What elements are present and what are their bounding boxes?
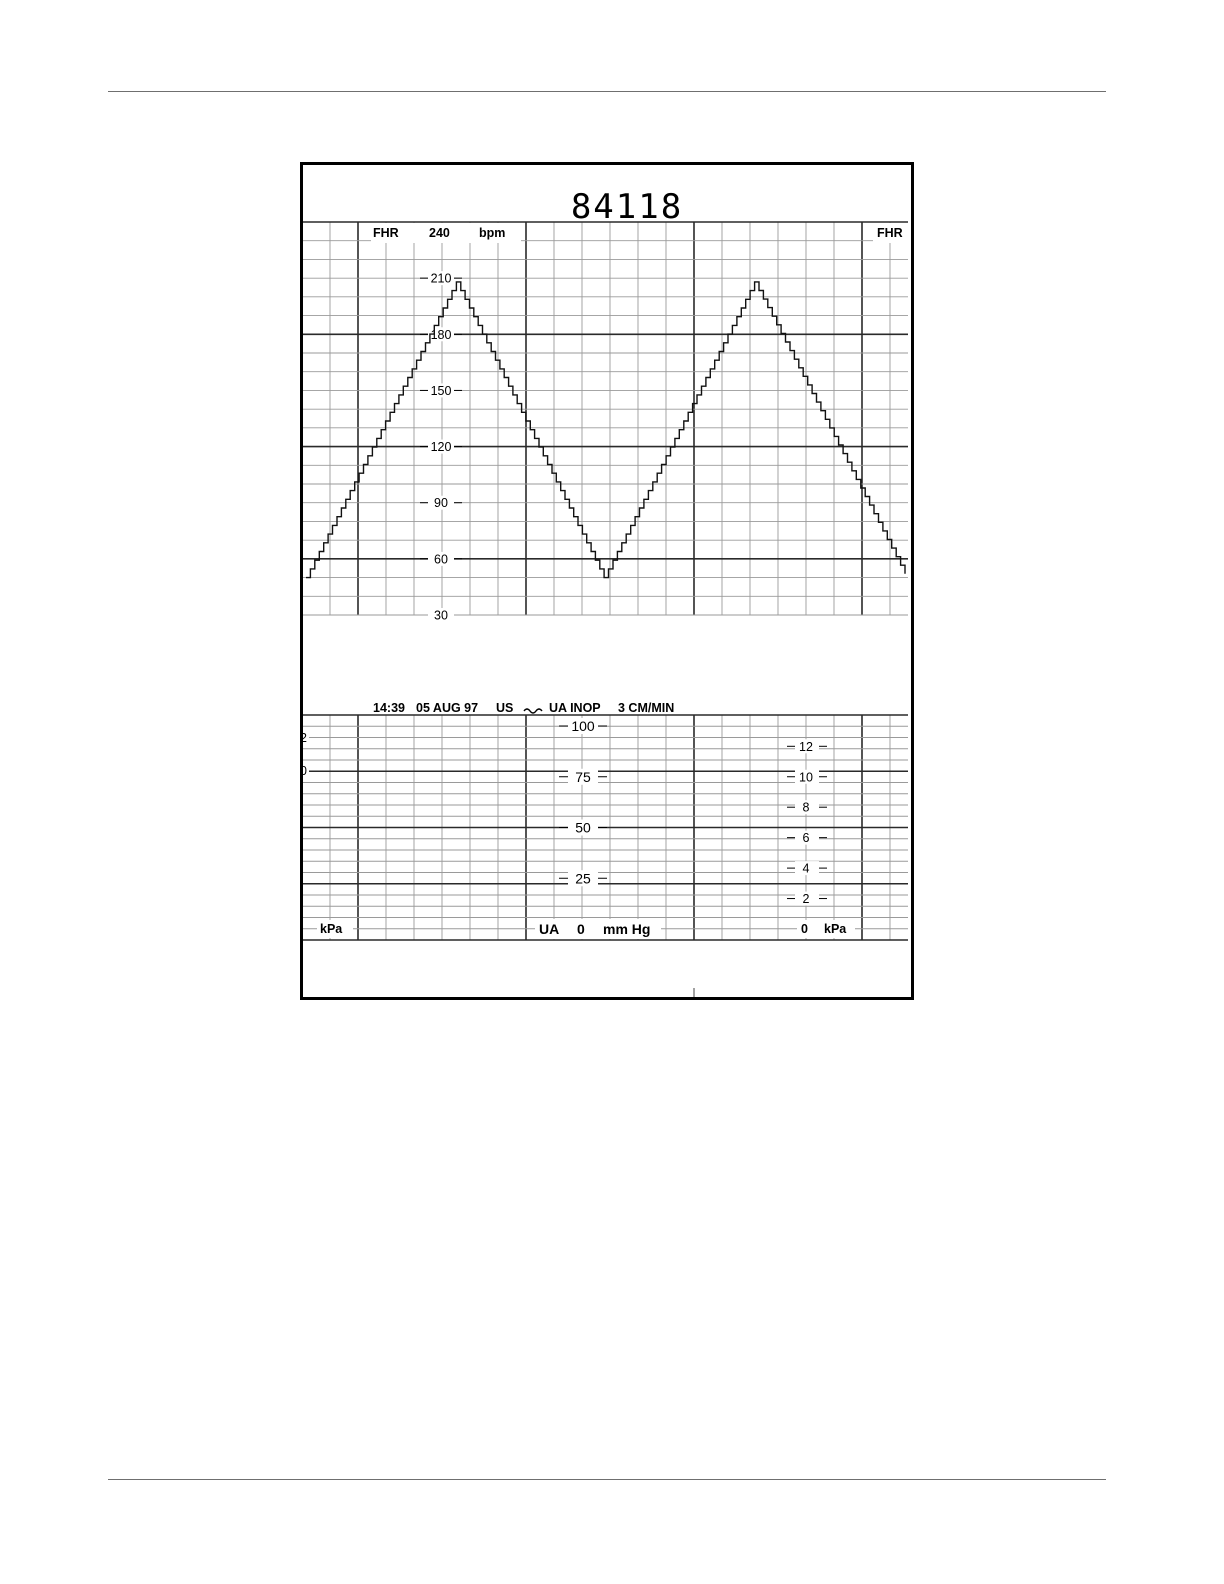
fhr-scale-label: 90 [434,496,448,511]
fetal-monitor-strip [300,165,911,997]
ua-scale-label: 50 [575,819,591,836]
fhr-scale [420,271,462,622]
fhr-scale-label: 150 [430,383,452,398]
ua-channel-label: UA [539,921,560,937]
kpa-zero-label: 0 [801,922,808,936]
kpa-scale-label: 10 [799,770,813,785]
fhr-channel-label: FHR [373,226,399,240]
fhr-scale-label: 60 [434,552,448,567]
fhr-trace-line [306,282,905,578]
status-mode: US [496,701,514,715]
kpa-left-partial-top: 2 [300,731,307,745]
fhr-trace-layer [306,282,905,578]
status-date: 05 AUG 97 [416,701,479,715]
fhr-grid [303,222,908,615]
fhr-scale-label: 120 [430,440,452,455]
kpa-scale [787,739,827,906]
status-time: 14:39 [373,701,405,715]
fhr-channel-label-right: FHR [877,226,903,240]
fhr-range-top-label: 240 [429,226,450,240]
kpa-unit-label: kPa [824,922,847,936]
kpa-scale-label: 4 [802,861,810,876]
ua-scale-label: 25 [575,870,591,887]
header-rule [108,91,1106,92]
ua-unit-label: mm Hg [603,921,651,937]
status-ua: UA INOP [549,701,601,715]
ua-scale-label: 100 [571,718,595,734]
fhr-scale-label: 30 [434,608,448,623]
fhr-unit-label: bpm [479,226,506,240]
kpa-left-partial-bottom: 0 [300,764,307,778]
kpa-scale-label: 6 [802,831,810,846]
ua-zero-label: 0 [577,921,585,937]
kpa-left-unit-label: kPa [320,922,343,936]
fhr-scale-label: 210 [430,271,452,286]
ua-wave-icon [524,709,542,713]
strip-id-number: 84118 [570,187,684,227]
kpa-scale-label: 2 [802,892,810,907]
fhr-scale-label: 180 [430,327,452,342]
kpa-scale-label: 8 [802,800,810,815]
status-speed: 3 CM/MIN [618,701,675,715]
footer-rule [108,1479,1106,1480]
ua-scale-label: 75 [575,768,591,785]
kpa-scale-label: 12 [799,739,813,754]
